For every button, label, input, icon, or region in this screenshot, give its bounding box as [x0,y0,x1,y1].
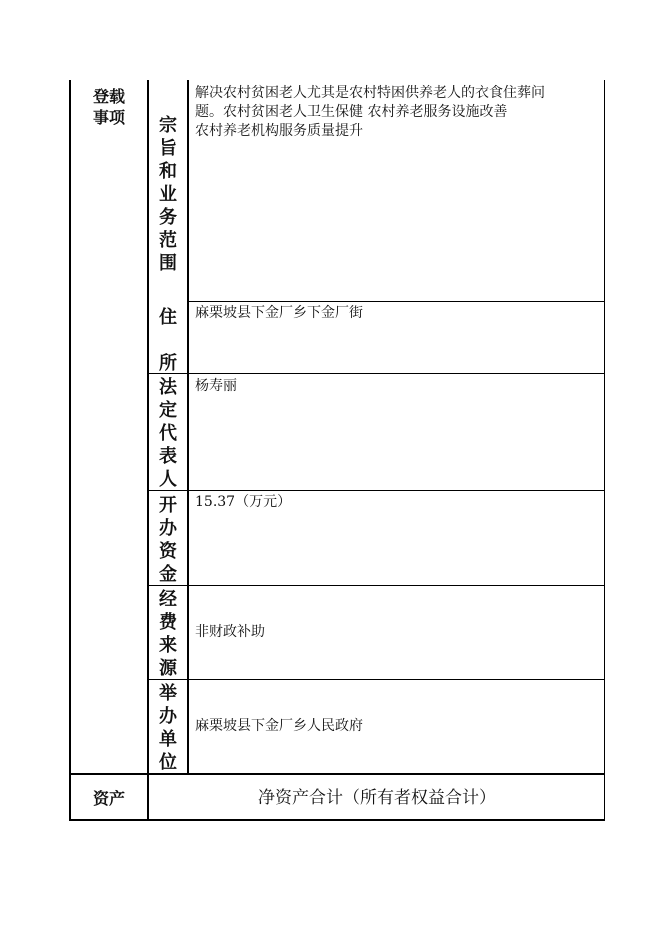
row-label-scope: 宗 旨 和 业 务 范 围 [159,115,177,274]
row-value-capital: 15.37（万元） [195,494,292,510]
row-value-funding: 非财政补助 [195,624,265,640]
row-value-address: 麻栗坡县下金厂乡下金厂街 [195,305,363,321]
divider [147,490,605,491]
row-label-funding: 经 费 来 源 [159,589,177,679]
row-value-legal-rep: 杨寿丽 [195,378,237,394]
row-label-sponsor: 举 办 单 位 [159,683,177,773]
row-label-legal-rep: 法 定 代 表 人 [159,377,177,490]
row-value-sponsor: 麻栗坡县下金厂乡人民政府 [195,718,363,734]
section-label: 登载 事项 [92,87,125,127]
divider [147,585,605,586]
divider [187,80,189,774]
row-value-scope: 解决农村贫困老人尤其是农村特困供养老人的衣食住葬问 题。农村贫困老人卫生保健 农村养老服务设施改善 农村养老机构服务质量提升 [195,85,545,139]
footer-label: 资产 [92,789,125,808]
row-label-address: 住 所 [159,307,177,374]
row-label-capital: 开 办 资 金 [159,495,177,585]
divider [147,373,605,374]
divider [147,679,605,680]
footer-value: 净资产合计（所有者权益合计） [258,788,496,808]
divider [187,301,605,302]
